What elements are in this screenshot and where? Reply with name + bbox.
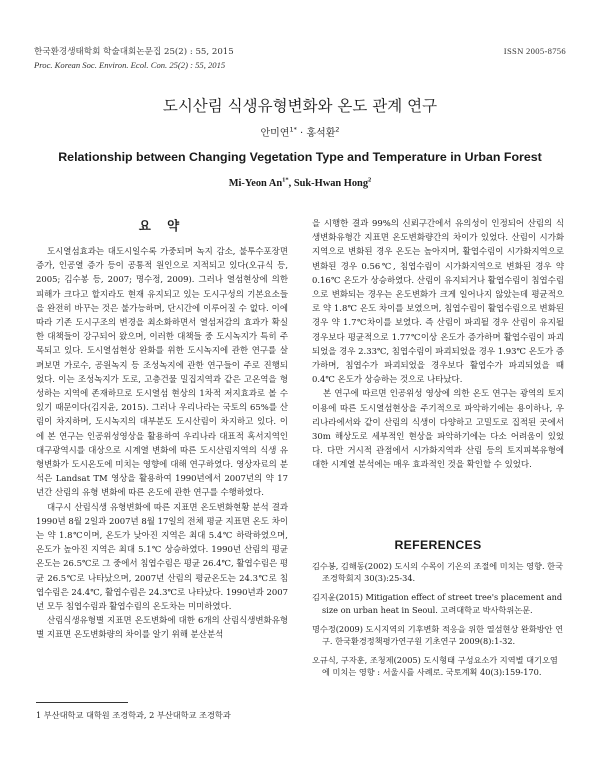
issn: ISSN 2005-8756 bbox=[503, 46, 566, 56]
abstract-paragraph: 본 연구에 따르면 인공위성 영상에 의한 온도 연구는 광역의 토지이용에 따른 도시열섬현상을 주기적으로 파악하기에는 용이하나, 우리나라에서와 같이 산림의 식생이 다양하고 고밀도로 집적된 곳에서 30m 해상도로 세부적인 현상을 파악하기에는 다소 어려움이 있었다. 다만 거시적 관점에서 시가화지역과 산림 등의 토지피복유형에 대한 시계열 분석에는 매우 효과적인 것을 확인할 수 있었다. bbox=[312, 388, 564, 470]
title-korean: 도시산림 식생유형변화와 온도 관계 연구 bbox=[162, 97, 438, 115]
journal-header bbox=[34, 46, 234, 72]
author-mark: 2 bbox=[368, 176, 372, 184]
journal-name-ko: 한국환경생태학회 학술대회논문집 25(2) : 55, 2015 bbox=[34, 47, 234, 57]
author-mark: 1* bbox=[289, 125, 297, 134]
reference-item: 김지윤(2015) Mitigation effect of street tree's placement and size on urban heat in Seoul. 고려대학교 박사학위논문. bbox=[312, 592, 563, 615]
title-english: Relationship between Changing Vegetation Type and Temperature in Urban Forest bbox=[58, 150, 542, 164]
references-heading: REFERENCES bbox=[394, 538, 482, 552]
authors-korean bbox=[0, 124, 600, 139]
reference-item: 명수정(2009) 도시지역의 기후변화 적응을 위한 열섬현상 완화방안 연구. 한국환경정책평가연구원 기초연구 2009(8):1-32. bbox=[312, 623, 564, 647]
author-name: Suk-Hwan Hong bbox=[293, 178, 369, 189]
author-name: 안미연 bbox=[260, 128, 290, 139]
abstract-right-column bbox=[312, 216, 564, 472]
author-mark: 2 bbox=[335, 125, 340, 134]
abstract-heading: 요 약 bbox=[138, 218, 186, 233]
author-separator: , bbox=[288, 178, 294, 189]
reference-item: 김수봉, 김해동(2002) 도시의 수목이 기온의 조절에 미치는 영향. 한국조경학회지 30(3):25-34. bbox=[312, 561, 563, 584]
abstract-paragraph: 도시열섬효과는 대도시일수록 가중되며 녹지 감소, 불투수포장면 증가, 인공열 증가 등이 공통적 원인으로 지적되고 있다(오규식 등, 2005; 김수봉 등, 2007; 명수정, 2009). 그러나 열섬현상에 의한 피해가 크다고 할지라도 현재 유지되고 있는 도시구성의 기본요소들을 완전히 바꾸는 것은 불가능하며, 단시간에 이루어질 수 없다. 이에 따라 기존 도시구조의 변경을 최소화하면서 열섬저감의 효과가 확실한 대책들이 강구되어 왔으며, 이러한 대책들 중 도시녹지가 특히 주목되고 있다. 도시열섬현상 완화를 위한 도시녹지에 관한 연구를 살펴보면 가로수, 공원녹지 등 조성녹지에 관한 연구들이 주로 진행되었다. 이는 조성녹지가 도로, 고층건물 밀집지역과 같은 고온역을 형성하는 지역에 존재하므로 도시열섬 현상의 1차적 저지효과로 볼 수 있기 때문이다(김지윤, 2015). 그러나 우리나라는 국토의 65%를 산림이 차지하며, 도시녹지의 대부분도 도시산림이 차지하고 있다. 이에 본 연구는 인공위성영상을 활용하여 우리나라 대표적 혹서지역인 대구광역시를 대상으로 시계열 변화에 따른 도시산림지역의 식생 유형변화가 도시온도에 미치는 영향에 대해 연구하였다. 영상자료의 분석은 Landsat TM 영상을 활용하여 1990년에서 2007년의 약 17년간 산림의 유형 변화에 따른 온도에 관한 연구를 수행하였다. bbox=[36, 246, 288, 498]
author-name: 홍석환 bbox=[306, 128, 336, 139]
abstract-paragraph: 산림식생유형별 지표면 온도변화에 대한 6개의 산림식생변화유형별 지표면 온도변화량의 차이를 알기 위해 분산분석 bbox=[36, 615, 288, 640]
author-mark: 1* bbox=[282, 176, 289, 184]
journal-name-en: Proc. Korean Soc. Environ. Ecol. Con. 25(2) : 55, 2015 bbox=[34, 60, 226, 70]
author-name: Mi-Yeon An bbox=[228, 178, 283, 189]
references-list bbox=[312, 560, 564, 685]
reference-item: 오규식, 구자훈, 조청제(2005) 도시형태 구성요소가 지역별 대기오염에 미치는 영향 : 서울시를 사례로. 국토계획 40(3):159-170. bbox=[312, 654, 558, 678]
author-separator: · bbox=[296, 128, 307, 139]
abstract-paragraph: 을 시행한 결과 99%의 신뢰구간에서 유의성이 인정되어 산림의 식생변화유형간 지표면 온도변화량간의 차이가 있었다. 산림이 시가화지역으로 변화된 경우 온도는 높아지며, 활엽수림이 시가화지역으로 변화된 경우 0.56℃, 침엽수림이 시가화지역으로 변화된 경우 약 0.16℃ 온도가 상승하였다. 산림이 유지되거나 활엽수림이 침엽수림으로 변화되는 경우는 온도변화가 크게 일어나지 않았는데 평균적으로 약 1.8℃ 온도 차이를 보였으며, 침엽수림이 활엽수림으로 변화된 경우 약 1.7℃차이를 보였다. 즉 산림이 파괴될 경우 산림이 유지될 경우보다 평균적으로 1.77℃이상 온도가 증가하며 활엽수림이 파괴되었을 경우 2.33℃, 침엽수림이 파괴되었을 경우 1.93℃ 온도가 증가하며, 침엽수가 파괴되었을 경우보다 활엽수가 파괴되었을 때 0.4℃ 온도가 상승하는 것으로 나타났다. bbox=[312, 218, 564, 385]
abstract-left-column bbox=[36, 244, 288, 642]
abstract-paragraph: 대구시 산림식생 유형변화에 따른 지표면 온도변화현황 분석 결과 1990년 8월 2일과 2007년 8월 17일의 전체 평균 지표면 온도 차이는 약 1.8℃이며, 온도가 낮아진 지역은 최대 5.4℃ 하락하였으며, 온도가 높아진 지역은 최대 5.1℃ 상승하였다. 1990년 산림의 평균온도는 26.5℃로 그 중에서 침엽수림은 평균 26.4℃, 활엽수림은 평균 26.5℃로 나타났으며, 2007년 산림의 평균온도는 24.3℃로 침엽수림은 24.4℃, 활엽수림은 24.3℃로 나타났다. 1990년과 2007년 모두 침엽수림과 활엽수림의 온도차는 미미하였다. bbox=[36, 501, 288, 612]
authors-english bbox=[0, 178, 600, 189]
affiliation-footnote: 1 부산대학교 대학원 조경학과, 2 부산대학교 조경학과 bbox=[36, 710, 231, 720]
footnote-divider bbox=[36, 702, 128, 703]
